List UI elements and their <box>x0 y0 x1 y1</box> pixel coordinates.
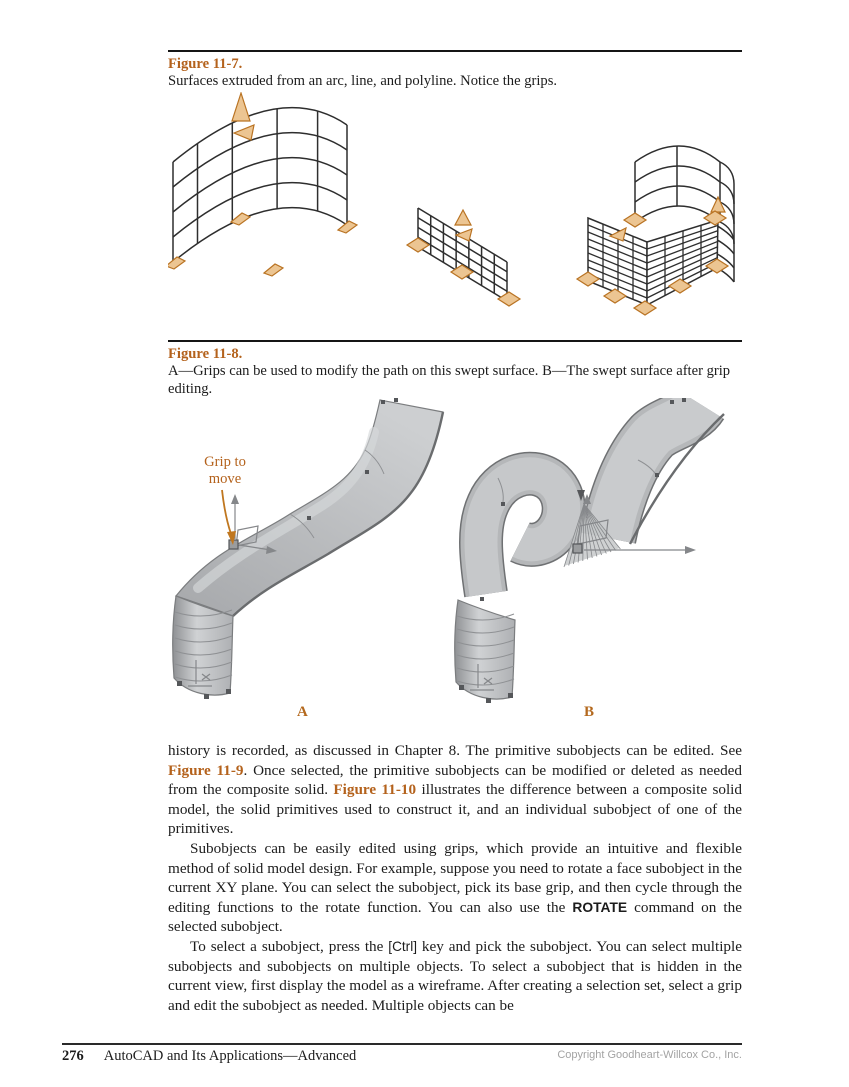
grip-arrow-left-icon <box>456 229 472 241</box>
figure7-top-rule <box>168 50 742 52</box>
figure-reference: Figure 11-10 <box>333 781 417 799</box>
body-text <box>168 741 742 1015</box>
cylinder-base <box>455 600 515 699</box>
text-run: Subobjects can be easily edited using grips, which provide an intuitive and flexible method of solid model design. For example, suppose you need to rotate a face subobject in the current XY plane. You can select the subobject, pick its base grip, and then cycle through the editing functions to the rotate function. You can also use the <box>168 839 742 916</box>
text-run: . Once selected, the primitive subobjects can be modified or deleted as needed from the composite solid. <box>168 761 742 799</box>
key-name: [Ctrl] <box>388 938 417 954</box>
swept-surface-B <box>455 398 724 703</box>
text-run: key and pick the subobject. You can select multiple subobjects and subobjects on multiple objects. To select a subobject that is hidden in the current view, first display the model as a wireframe. After creating a selection set, select a grip and edit the subobject as needed. Multiple objects can be <box>168 937 742 1014</box>
grip-arrow-left-icon <box>234 125 254 140</box>
label-a: A <box>297 704 308 720</box>
footer-left <box>62 1047 356 1065</box>
label-b: B <box>584 704 595 720</box>
text-run: illustrates the difference between a composite solid model, the solid primitives used to construct it, and an individual subobject of one of the primitives. <box>168 781 742 838</box>
figure8-caption: A—Grips can be used to modify the path on this swept surface. B—The swept surface after grip editing. <box>168 363 731 397</box>
figure7-caption: Surfaces extruded from an arc, line, and polyline. Notice the grips. <box>168 73 558 89</box>
figure8-top-rule <box>168 340 742 342</box>
text-run: history is recorded, as discussed in Chapter 8. The primitive subobjects can be edited. See <box>168 742 742 759</box>
paragraph-3 <box>168 937 742 1015</box>
copyright-notice: Copyright Goodheart-Willcox Co., Inc. <box>557 1049 742 1061</box>
swept-surface-A <box>173 398 443 699</box>
book-title: AutoCAD and Its Applications—Advanced <box>103 1048 357 1064</box>
figure8-label: Figure 11-8. <box>168 346 243 362</box>
text-run: command on the selected subobject. <box>168 898 742 936</box>
footer-rule <box>62 1043 742 1045</box>
grip-annotation: Grip to move <box>204 454 246 487</box>
grip-arrow-up-icon <box>232 93 250 121</box>
figure8-artwork <box>168 398 742 703</box>
grip-arrow-up-icon <box>455 210 471 225</box>
paragraph-2 <box>168 839 742 937</box>
grip-arrow-up-icon <box>711 197 725 212</box>
paragraph-1 <box>168 741 742 839</box>
command-name: ROTATE <box>572 899 628 915</box>
text-run: To select a subobject, press the <box>190 937 389 955</box>
figure7-label: Figure 11-7. <box>168 56 243 72</box>
base-grip-square <box>573 544 582 553</box>
annotation-arrow <box>222 490 231 534</box>
page-number: 276 <box>62 1048 84 1064</box>
figure7-artwork <box>168 92 742 337</box>
figure-reference: Figure 11-9 <box>168 761 244 779</box>
arc-extrusion-wireframe <box>173 108 347 262</box>
